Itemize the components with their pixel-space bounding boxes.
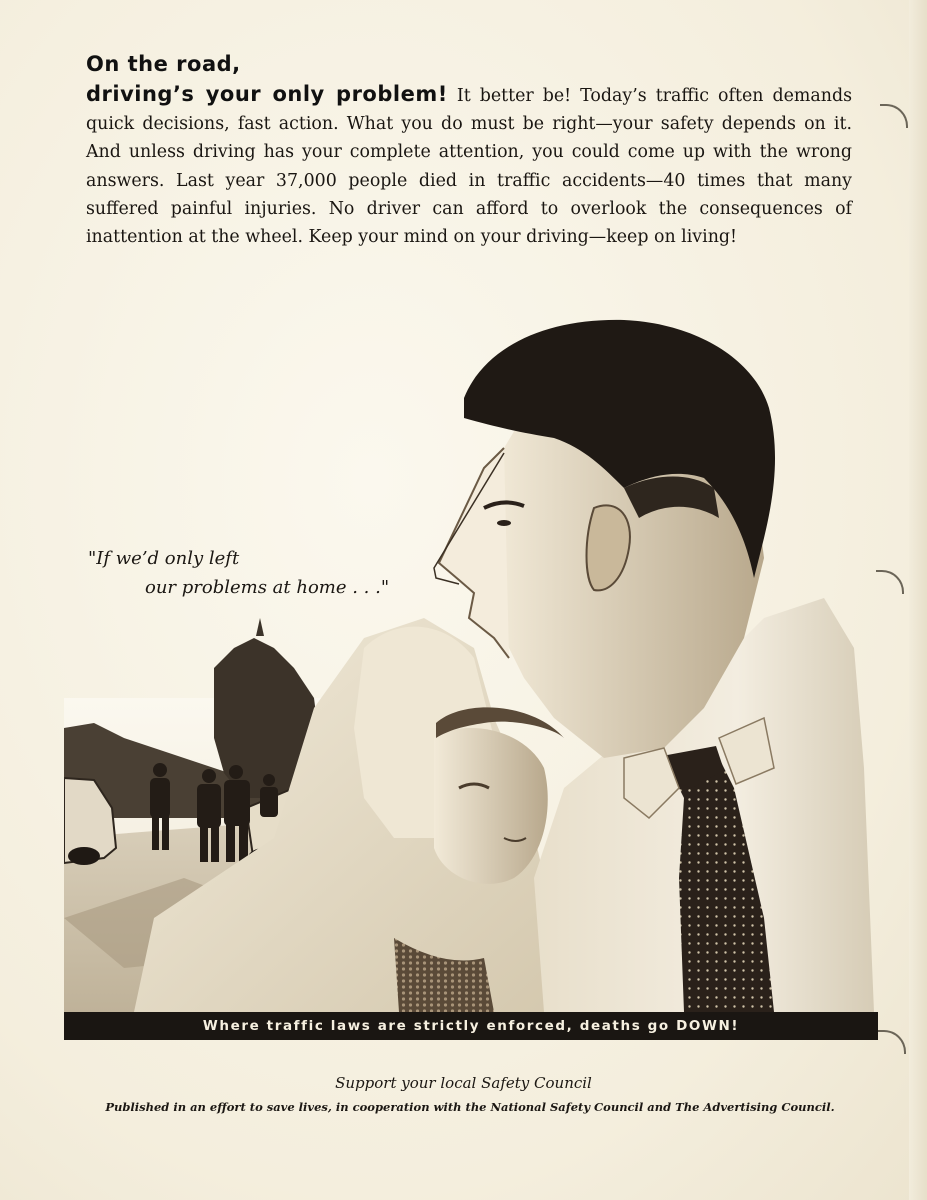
photo-quote-line-1: "If we’d only left: [88, 548, 240, 569]
published-credit: Published in an effort to save lives, in cooperation with the National Safety Council and The Advertising Council.: [105, 1100, 835, 1114]
support-line: Support your local Safety Council: [335, 1074, 592, 1092]
photo-illustration: [64, 318, 878, 1012]
headline-line-2: driving’s your only problem!: [86, 82, 448, 106]
photo-quote-line-2: our problems at home . . .": [145, 577, 390, 598]
headline-line-1: On the road,: [86, 52, 241, 76]
page-edge: [909, 0, 927, 1200]
body-copy: [86, 80, 852, 251]
body-text: It better be! Today’s traffic often demands quick decisions, fast action. What you do must be right—your safety depends on it. And unless driving has your complete attention, you could come up with the wrong answers. Last year 37,000 people died in traffic accidents—40 times that many suffered painful injuries. No driver can afford to overlook the consequences of inattention at the wheel. Keep your mind on your driving—keep on living!: [86, 86, 852, 248]
safety-banner: Where traffic laws are strictly enforced, deaths go DOWN!: [64, 1012, 878, 1040]
